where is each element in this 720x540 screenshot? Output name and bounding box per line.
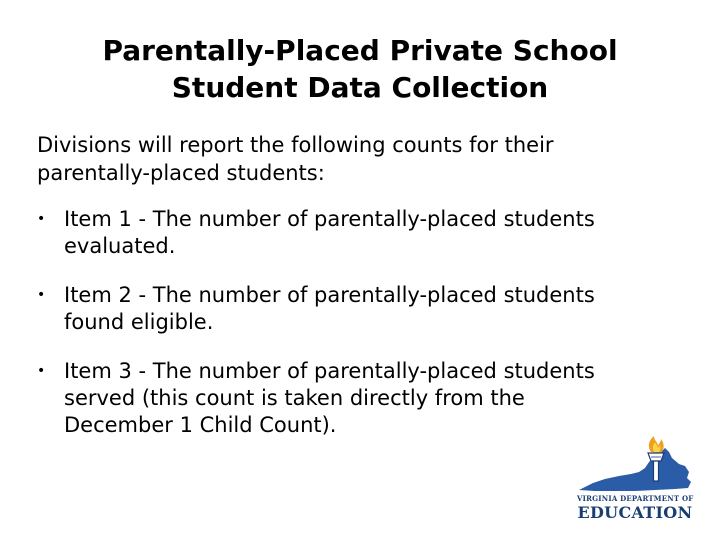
bullet-list (37, 206, 697, 439)
torch-handle (654, 461, 659, 481)
bullet-icon: • (37, 211, 46, 227)
bullet-item-2 (37, 282, 697, 336)
bullet-item-2-line-2: found eligible. (64, 310, 214, 334)
logo-text-department: VIRGINIA DEPARTMENT OF (577, 494, 694, 503)
bullet-item-3-line-2: served (this count is taken directly from the (64, 386, 525, 410)
bullet-item-1-line-2: evaluated. (64, 234, 176, 258)
bullet-icon: • (37, 287, 46, 303)
bullet-item-3 (37, 358, 697, 439)
bullet-item-1-line-1: Item 1 - The number of parentally-placed students (64, 207, 595, 231)
intro-line-2: parentally-placed students: (37, 161, 325, 185)
virginia-state-shape (579, 448, 691, 491)
slide-title-line-1: Parentally-Placed Private School (102, 34, 618, 67)
logo-text-education: EDUCATION (577, 503, 693, 522)
bullet-item-2-line-1: Item 2 - The number of parentally-placed students (64, 283, 595, 307)
slide-title (40, 32, 680, 106)
bullet-item-1 (37, 206, 697, 260)
intro-paragraph (37, 131, 687, 187)
slide-title-line-2: Student Data Collection (171, 71, 549, 104)
bullet-item-3-line-1: Item 3 - The number of parentally-placed students (64, 359, 595, 383)
bullet-item-3-line-3: December 1 Child Count). (64, 413, 337, 437)
bullet-icon: • (37, 363, 46, 379)
intro-line-1: Divisions will report the following counts for their (37, 133, 554, 157)
virginia-torch-icon (575, 434, 695, 494)
vdoe-logo (575, 434, 695, 524)
